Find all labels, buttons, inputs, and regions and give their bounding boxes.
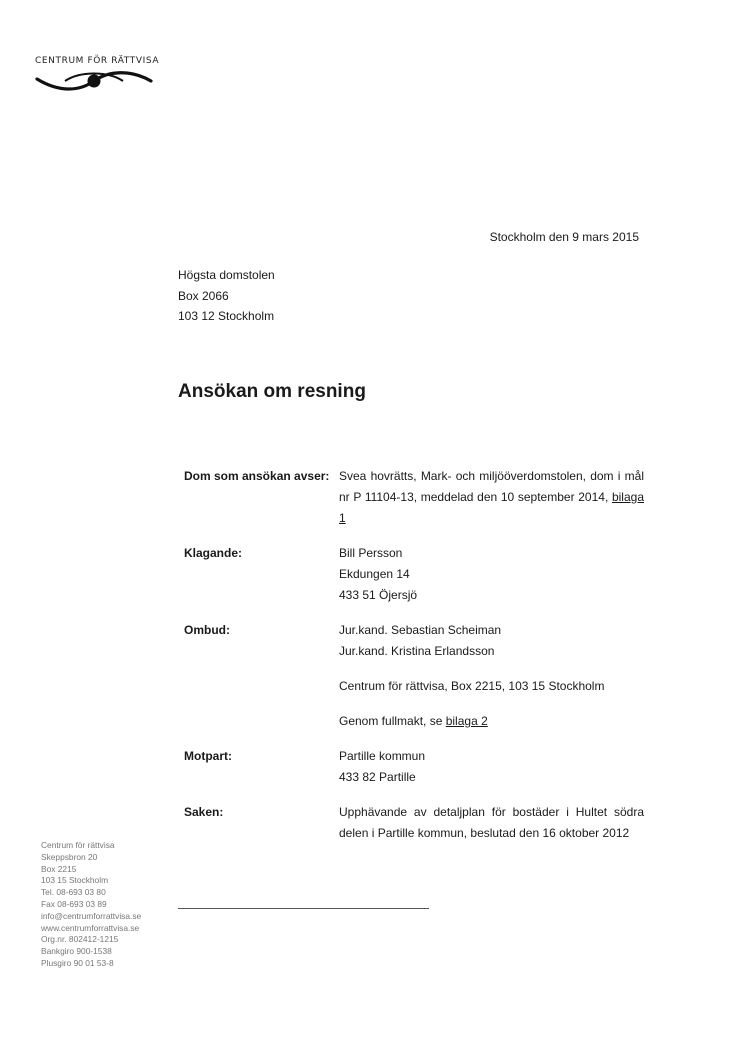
case-value: Upphävande av detaljplan för bostäder i Hultet södra delen i Partille kommun, beslutad den 16 oktober 2012 <box>339 805 644 840</box>
sender-line: Org.nr. 802412-1215 <box>41 934 119 945</box>
document-title: Ansökan om resning <box>178 381 366 402</box>
sender-line: Plusgiro 90 01 53-8 <box>41 957 114 968</box>
case-value <box>339 543 644 606</box>
address-line: Högsta domstolen <box>178 268 275 282</box>
sender-line: Bankgiro 900-1538 <box>41 946 112 957</box>
case-value <box>339 746 644 788</box>
case-row-motpart <box>184 746 644 788</box>
case-label: Motpart: <box>184 749 232 763</box>
sender-line: Centrum för rättvisa <box>41 840 115 850</box>
sender-line: www.centrumforrattvisa.se <box>41 922 140 933</box>
sender-line: 103 15 Stockholm <box>41 875 109 886</box>
motpart-line: Partille kommun <box>339 749 426 763</box>
letter-date: Stockholm den 9 mars 2015 <box>489 230 639 244</box>
ombud-line: Jur.kand. Kristina Erlandsson <box>339 644 495 658</box>
fullmakt-text: Genom fullmakt, se <box>339 714 446 728</box>
dom-text: Svea hovrätts, Mark- och miljööverdomstolen, dom i mål nr P 11104-13, meddelad den 10 september 2014, <box>339 469 644 504</box>
case-label: Klagande: <box>184 546 243 560</box>
case-value <box>339 466 644 529</box>
logo-text: CENTRUM FÖR RÄTTVISA <box>35 56 160 66</box>
logo <box>35 56 165 93</box>
sender-line: Tel. 08-693 03 80 <box>41 887 106 898</box>
motpart-line: 433 82 Partille <box>339 770 416 784</box>
ombud-line: Jur.kand. Sebastian Scheiman <box>339 623 502 637</box>
klagande-line: 433 51 Öjersjö <box>339 588 418 602</box>
case-label: Dom som ansökan avser: <box>184 469 330 483</box>
case-row-saken <box>184 802 644 844</box>
bilaga-2-link[interactable]: bilaga 2 <box>445 714 488 728</box>
case-value <box>339 620 644 732</box>
klagande-line: Bill Persson <box>339 546 403 560</box>
case-label: Ombud: <box>184 623 230 637</box>
sender-line: Fax 08-693 03 89 <box>41 898 107 909</box>
bilaga-1-link[interactable]: bilaga 1 <box>339 490 644 525</box>
case-row-ombud <box>184 620 644 732</box>
address-line: Box 2066 <box>178 288 229 303</box>
case-row-dom <box>184 466 644 529</box>
case-details <box>184 466 644 858</box>
sender-info <box>41 840 141 970</box>
case-row-klagande <box>184 543 644 606</box>
sender-line: Skeppsbron 20 <box>41 851 98 862</box>
sender-line: info@centrumforrattvisa.se <box>41 910 142 921</box>
case-label: Saken: <box>184 805 224 819</box>
address-line: 103 12 Stockholm <box>178 309 275 323</box>
eye-logo-icon <box>35 69 153 93</box>
divider-line <box>178 908 429 909</box>
recipient-address <box>178 265 275 327</box>
klagande-line: Ekdungen 14 <box>339 567 410 581</box>
ombud-office: Centrum för rättvisa, Box 2215, 103 15 Stockholm <box>339 679 605 693</box>
sender-line: Box 2215 <box>41 863 77 874</box>
